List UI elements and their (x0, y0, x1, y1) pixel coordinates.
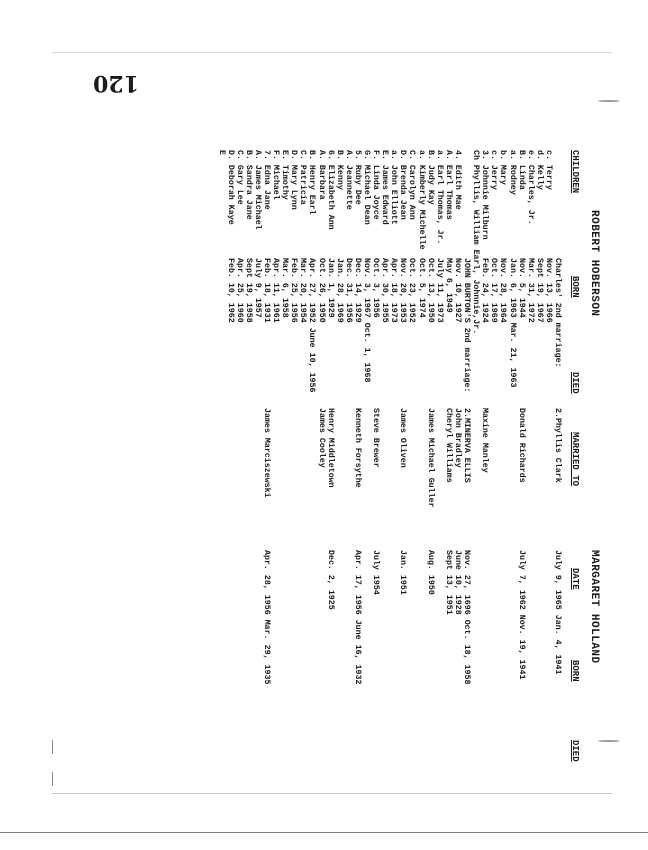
cell-born: Feb. 10, 1962 (225, 258, 235, 323)
table-row (307, 150, 316, 850)
cell-born: Feb. 25, 1956 (289, 258, 299, 323)
cell-born: Dec. 31, 1956 (343, 258, 353, 323)
cell-date: Apr. 28, 1956 Mar. 29, 1935 (262, 550, 271, 685)
cell-born: July 11, 1973 (434, 258, 444, 323)
table-row (535, 150, 544, 850)
cell-date: Sept 13, 1951 (443, 550, 453, 615)
cell-name: E (216, 150, 226, 155)
cell-name: F. Michael (271, 150, 281, 200)
cell-spouse: Kenneth Forsythe (352, 408, 362, 488)
cell-born: Jan. 28, 1969 (334, 258, 344, 323)
cell-name: C. Patricia (298, 150, 308, 205)
table-row (435, 150, 444, 850)
header-father: ROBERT HOBERSON (588, 210, 600, 317)
cell-born: Apr. 27, 1952 June 10, 1956 (307, 258, 317, 393)
cell-born: Apr. 11, 1961 (271, 258, 281, 323)
cell-born: Apr. 18, 1973 (389, 258, 399, 323)
table-row (444, 150, 453, 850)
cell-spouse: Steve Brewer (371, 408, 381, 468)
table-row (462, 150, 471, 850)
cell-born: Sept 19, 1958 (243, 258, 253, 323)
cell-born: JOHN BURTON'S 2nd marriage: (462, 258, 472, 393)
table-row (480, 150, 489, 850)
cell-date: July 7, 1962 Nov. 19, 1941 (516, 550, 526, 680)
cell-spouse: John Bradley (452, 408, 462, 468)
cell-date: Dec. 2, 1925 (325, 550, 335, 610)
cell-name: B. Linda (516, 150, 526, 190)
cell-born: May 6, 1949 (443, 258, 453, 313)
cell-date: Jan. 1951 (398, 550, 408, 595)
cell-born: July 9, 1957 (252, 258, 262, 318)
cell-name: 4. Edith Mae (452, 150, 462, 210)
table-row (380, 150, 389, 850)
table-row (235, 150, 244, 850)
cell-born: Oct. 23, 1952 (407, 258, 417, 323)
column-born: BORN (570, 276, 580, 298)
cell-born: Jan. 6, 1963 Mar. 21, 1963 (507, 258, 517, 388)
cell-born: Feb. 24, 1924 (480, 258, 490, 323)
cell-date: July 1954 (371, 550, 381, 595)
cell-born: Nov. 13, 1966 (543, 258, 553, 323)
cell-name: A. Jeannette (343, 150, 353, 210)
table-row (353, 150, 362, 850)
cell-name: b. Mary (498, 150, 508, 185)
cell-name: Ch Phyllis, William Earl, Johnnie,Jr. (471, 150, 481, 335)
cell-date: June 10, 1928 (452, 550, 462, 615)
cell-spouse: Donald Richards (516, 408, 526, 483)
cell-name: A. Earl Thomas (443, 150, 453, 220)
table-row (362, 150, 371, 850)
cell-born: Oct. 13, 1950 (425, 258, 435, 323)
cell-name: a. John Elliott (389, 150, 399, 225)
cell-name: 6. Elizabeth Ann (325, 150, 335, 230)
cell-born: Nov. 10, 1927 (452, 258, 462, 323)
record-rows (216, 150, 562, 850)
cell-name: D. Deborah Kaye (225, 150, 235, 225)
cell-name: c. Jerry (489, 150, 499, 190)
cell-born: Sept 19, 1967 (534, 258, 544, 323)
cell-name: B. Kenny (334, 150, 344, 190)
table-row (262, 150, 271, 850)
table-row (398, 150, 407, 850)
table-row (389, 150, 398, 850)
cell-born: Nov. 3, 1967 Oct. 1, 1968 (362, 258, 372, 383)
cell-born: Mar. 31, 1972 (525, 258, 535, 323)
cell-name: F. Linda Joyce (371, 150, 381, 220)
cell-spouse: James Oliven (398, 408, 408, 468)
genealogy-record (48, 150, 608, 850)
table-row (507, 150, 516, 850)
cell-born: Oct. 17, 1969 (489, 258, 499, 323)
cell-name: A. Barbara (316, 150, 326, 200)
cell-name: B. Sandra Jane (243, 150, 253, 220)
cell-name: E. Timothy (280, 150, 290, 200)
column-married-to: MARRIED TO (570, 432, 580, 487)
cell-name: a. Earl Thomas, Jr. (434, 150, 444, 245)
table-row (289, 150, 298, 850)
table-row (216, 150, 225, 850)
cell-born: Oct. 3, 1956 (371, 258, 381, 318)
cell-born: Oct. 5, 1974 (416, 258, 426, 318)
cell-name: 3. Johnnie Milburn (480, 150, 490, 240)
table-row (226, 150, 235, 850)
cell-date: Nov. 27, 1696 Oct. 18, 1958 (462, 550, 472, 685)
cell-name: d. Kelly (534, 150, 544, 190)
table-row (453, 150, 462, 850)
table-row (498, 150, 507, 850)
cell-spouse: Maxine Manley (480, 408, 490, 473)
cell-name: D. Mary Lynn (289, 150, 299, 210)
cell-name: c. Terry (543, 150, 553, 190)
cell-spouse: 2.MINERVA ELLIS (462, 408, 472, 483)
table-row (517, 150, 526, 850)
cell-name: a. Kimberly Michelle (416, 150, 426, 250)
cell-name: G. Michael Dean (362, 150, 372, 225)
cell-born: Nov. 5, 1944 (516, 258, 526, 318)
column-spouse-born: BORN (570, 660, 580, 682)
cell-born: Dec. 14, 1929 (352, 258, 362, 323)
table-row (553, 150, 562, 850)
cell-date: Aug. 1950 (425, 550, 435, 595)
table-row (417, 150, 426, 850)
cell-spouse: James Michael Guller (425, 408, 435, 508)
table-row (489, 150, 498, 850)
cell-born: Feb. 18, 1931 (262, 258, 271, 323)
table-row (298, 150, 307, 850)
cell-born: Nov. 28, 1964 (498, 258, 508, 323)
cell-spouse: James Marciszewski (262, 408, 271, 498)
cell-spouse: Cheryl Williams (443, 408, 453, 483)
cell-spouse: Henry Middletown (325, 408, 335, 488)
table-row (316, 150, 325, 850)
table-row (244, 150, 253, 850)
table-row (471, 150, 480, 850)
cell-name: C. Carolyn Ann (407, 150, 417, 220)
page-number: 120 (93, 70, 139, 96)
table-row (407, 150, 416, 850)
cell-name: B. Henry Earl (307, 150, 317, 215)
table-row (253, 150, 262, 850)
cell-date: July 9, 1965 Jan. 4, 1941 (553, 550, 562, 675)
table-row (426, 150, 435, 850)
table-row (371, 150, 380, 850)
cell-date: Apr. 17, 1956 June 16, 1932 (352, 550, 362, 685)
table-row (526, 150, 535, 850)
cell-born: Oct. 26, 1950 (316, 258, 326, 323)
cell-born: Apr. 25, 1960 (234, 258, 244, 323)
cell-born: Apr. 30, 1955 (380, 258, 390, 323)
table-row (326, 150, 335, 850)
cell-spouse: 2.Phyllis Clark (553, 408, 562, 483)
table-row (335, 150, 344, 850)
cell-born: Mar. 6, 1958 (280, 258, 290, 318)
punch-hole-mark (598, 100, 620, 102)
column-children: CHILDREN (570, 150, 580, 194)
column-date: DATE (570, 568, 580, 590)
cell-name: B. Judy Kay (425, 150, 435, 205)
cell-name: e. Charles, Jr. (525, 150, 535, 225)
cell-name: 5. Ruby Dee (352, 150, 362, 205)
table-row (344, 150, 353, 850)
table-row (271, 150, 280, 850)
cell-name: E. James Edward (380, 150, 390, 225)
column-spouse-died: DIED (570, 740, 580, 762)
table-row (544, 150, 553, 850)
cell-name: C. Gary Lee (234, 150, 244, 205)
table-row (280, 150, 289, 850)
cell-born: Nov. 20, 1953 (398, 258, 408, 323)
cell-name: A. James Michael (252, 150, 262, 230)
cell-name: 7. Edna Jane (262, 150, 271, 210)
cell-born: Charles' 2nd marriage: (553, 258, 562, 368)
cell-spouse: James Cooley (316, 408, 326, 468)
cell-name: D. Brenda Jean (398, 150, 408, 220)
cell-born: Mar. 20, 1954 (298, 258, 308, 323)
column-died: DIED (570, 372, 580, 394)
header-mother: MARGARET HOLLAND (588, 550, 600, 664)
cell-name: a. Rodney (507, 150, 517, 195)
cell-born: Jan. 1, 1929 (325, 258, 335, 318)
